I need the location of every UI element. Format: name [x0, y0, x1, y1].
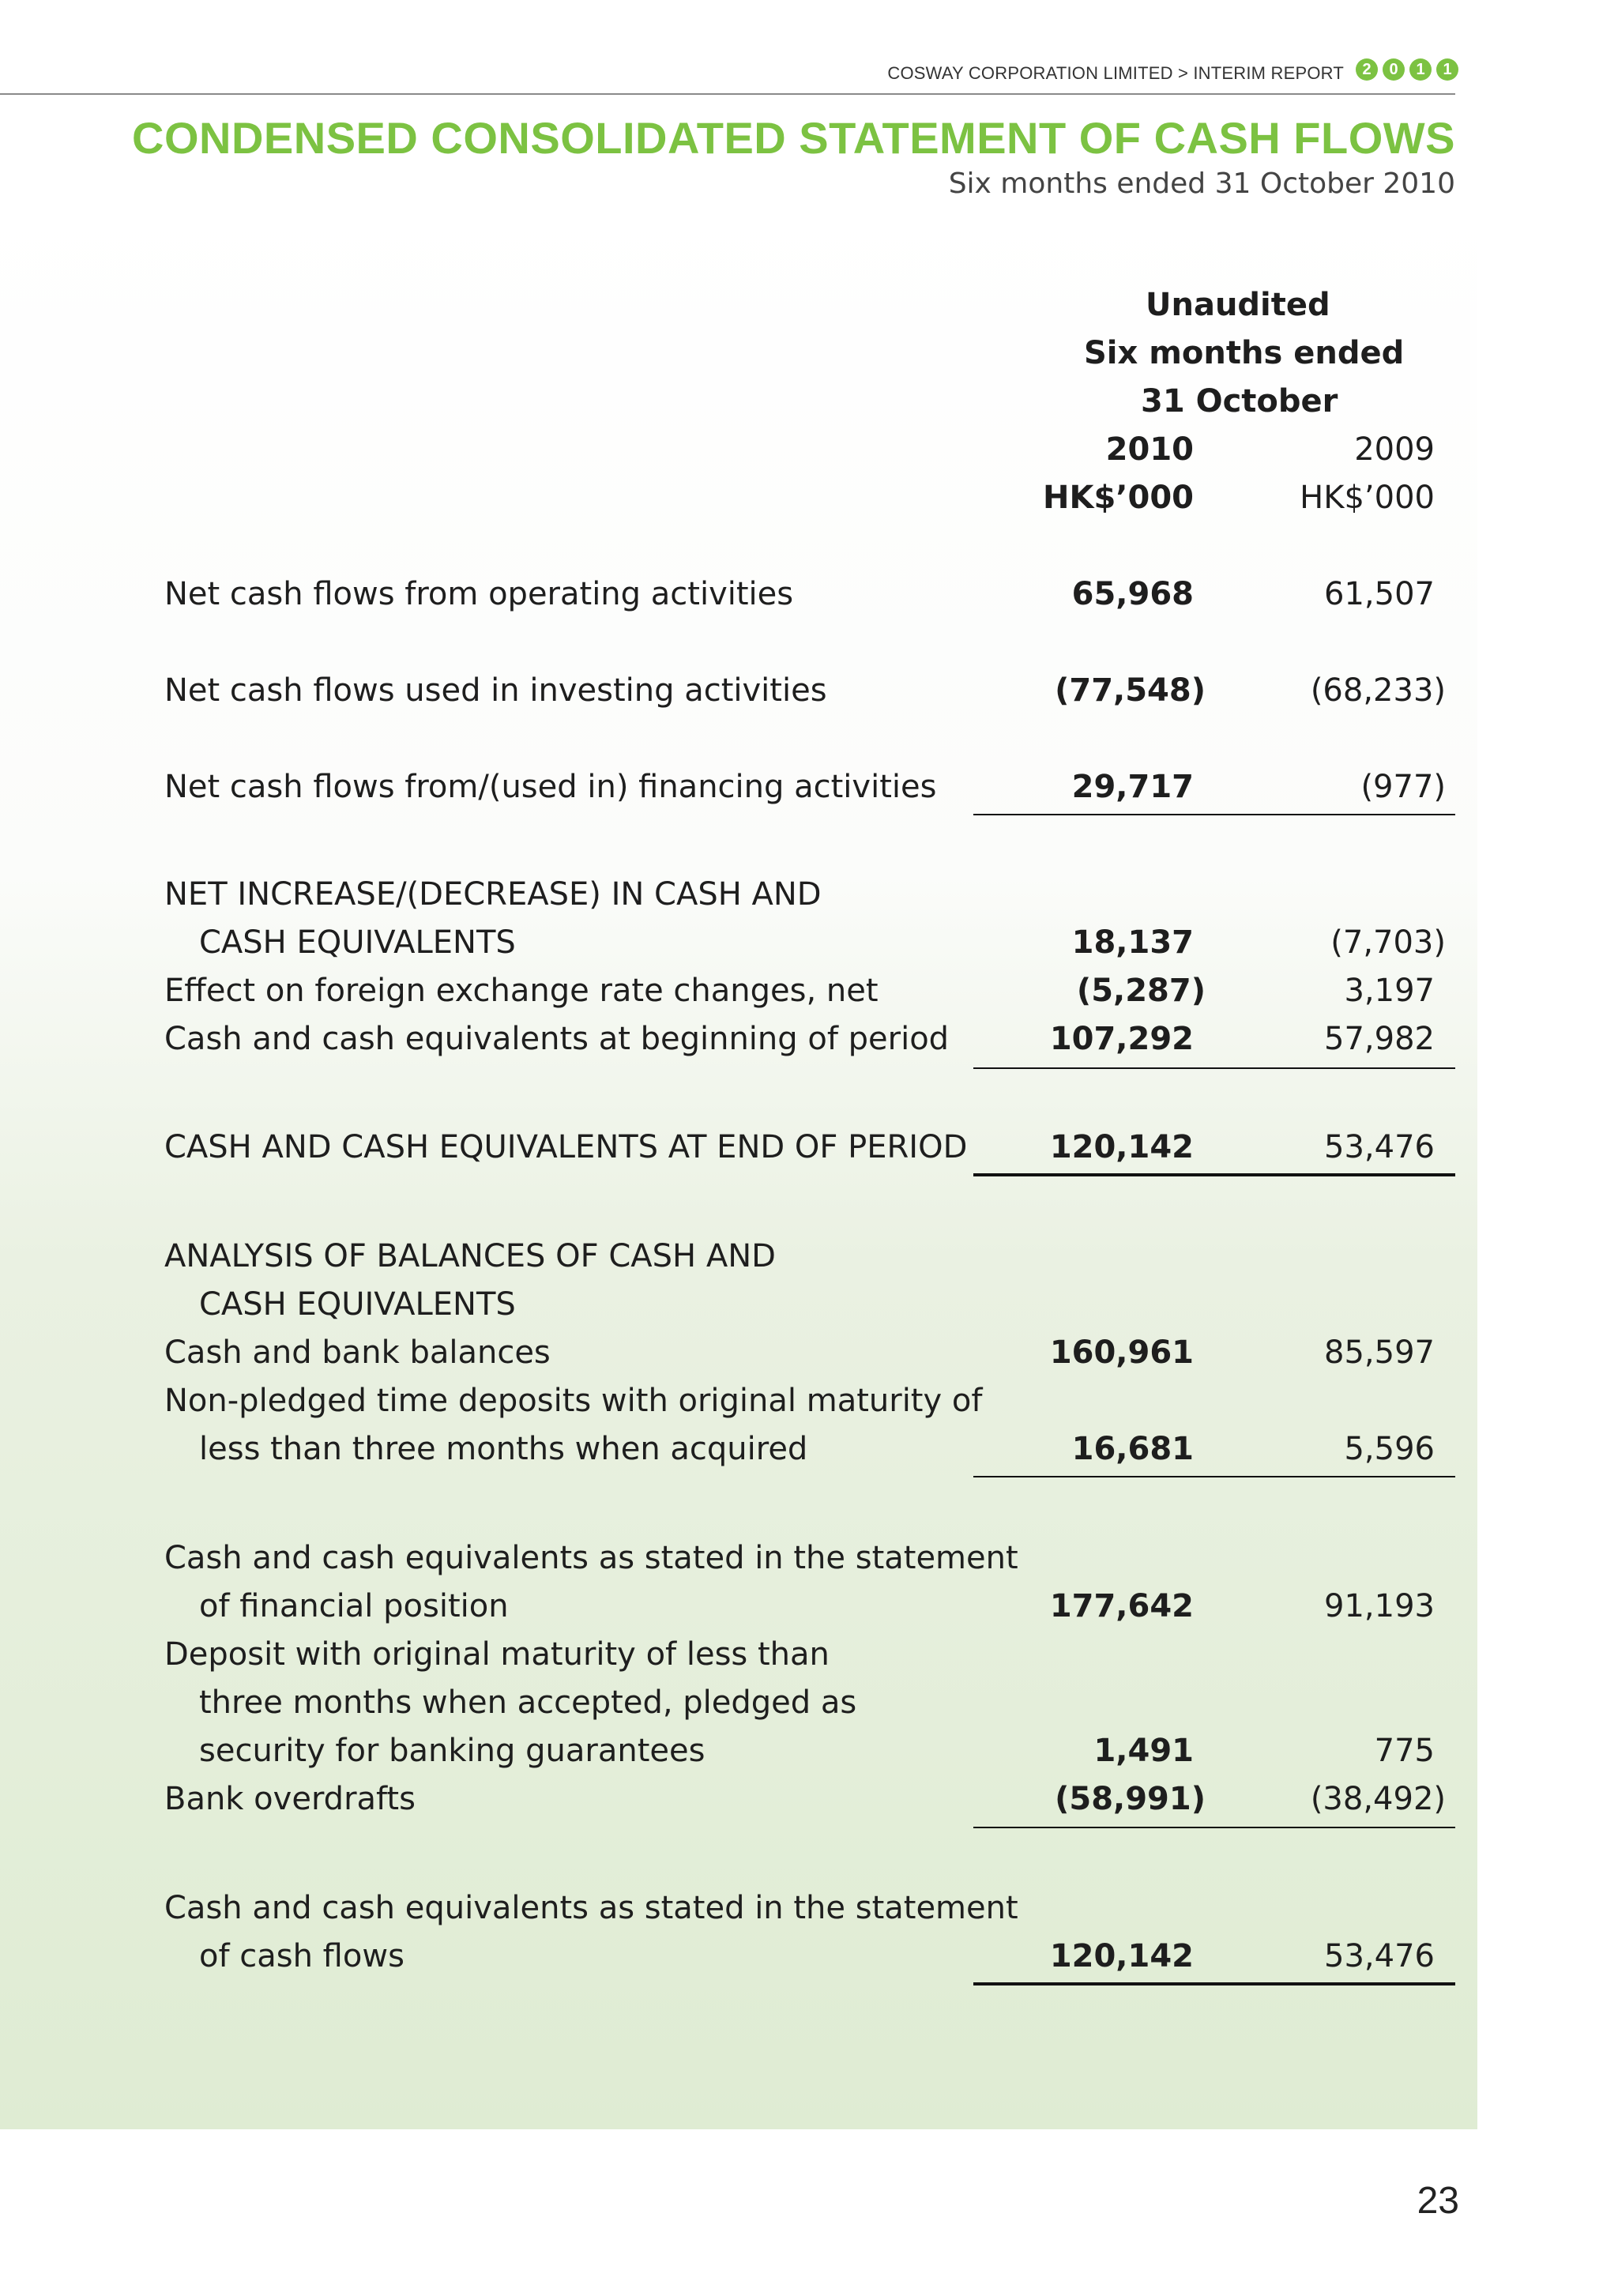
- running-header: COSWAY CORPORATION LIMITED > INTERIM REPORT: [887, 63, 1344, 83]
- row-label: Cash and bank balances: [164, 1334, 551, 1371]
- value-2009: 5,596: [1344, 1431, 1435, 1467]
- row-label: CASH AND CASH EQUIVALENTS AT END OF PERIOD: [164, 1129, 968, 1165]
- row-label: Cash and cash equivalents as stated in the statement: [164, 1890, 1018, 1926]
- column-unit-prior: HK$’000: [1300, 480, 1435, 516]
- value-2010: 120,142: [1049, 1938, 1194, 1974]
- column-unit-current: HK$’000: [1043, 480, 1194, 516]
- column-year-current: 2010: [1105, 431, 1194, 468]
- value-2010: 160,961: [1049, 1334, 1194, 1371]
- value-2010: 65,968: [1071, 576, 1194, 612]
- page-number: 23: [1417, 2180, 1459, 2222]
- value-2009: (7,703): [1330, 924, 1446, 961]
- subtotal-rule: [973, 1067, 1455, 1069]
- row-label-continued: CASH EQUIVALENTS: [199, 924, 516, 961]
- row-label: Cash and cash equivalents as stated in the statement: [164, 1540, 1018, 1576]
- header-divider: [0, 93, 1455, 95]
- value-2009: (38,492): [1310, 1781, 1446, 1817]
- section-heading-continued: CASH EQUIVALENTS: [199, 1286, 516, 1323]
- value-2010: (77,548): [1055, 672, 1206, 709]
- row-label-continued: security for banking guarantees: [199, 1733, 706, 1769]
- value-2009: 91,193: [1324, 1588, 1435, 1624]
- row-label: Bank overdrafts: [164, 1781, 416, 1817]
- value-2009: (68,233): [1310, 672, 1446, 709]
- column-year-prior: 2009: [1354, 431, 1435, 468]
- value-2010: 18,137: [1071, 924, 1194, 961]
- value-2010: 107,292: [1049, 1021, 1194, 1057]
- value-2010: 177,642: [1049, 1588, 1194, 1624]
- value-2009: 61,507: [1324, 576, 1435, 612]
- row-label-continued: three months when accepted, pledged as: [199, 1684, 857, 1721]
- subtotal-rule: [973, 1827, 1455, 1828]
- value-2010: 120,142: [1049, 1129, 1194, 1165]
- value-2009: 3,197: [1344, 973, 1435, 1009]
- subtotal-rule: [973, 1476, 1455, 1477]
- value-2010: 29,717: [1071, 769, 1194, 805]
- section-heading: ANALYSIS OF BALANCES OF CASH AND: [164, 1238, 776, 1274]
- column-group-date: 31 October: [1141, 383, 1338, 420]
- row-label: Cash and cash equivalents at beginning of period: [164, 1021, 950, 1057]
- row-label-continued: of financial position: [199, 1588, 509, 1624]
- page-title: CONDENSED CONSOLIDATED STATEMENT OF CASH FLOWS: [132, 113, 1455, 163]
- value-2009: 57,982: [1324, 1021, 1435, 1057]
- value-2010: (5,287): [1076, 973, 1206, 1009]
- value-2010: 16,681: [1071, 1431, 1194, 1467]
- value-2010: 1,491: [1093, 1733, 1194, 1769]
- total-rule: [973, 1173, 1455, 1176]
- row-label: Non-pledged time deposits with original maturity of: [164, 1383, 983, 1419]
- year-badge: [1356, 58, 1458, 81]
- row-label: Net cash flows from operating activities: [164, 576, 794, 612]
- subtotal-rule: [973, 814, 1455, 815]
- row-label-continued: of cash flows: [199, 1938, 404, 1974]
- total-rule: [973, 1982, 1455, 1985]
- column-group-period: Six months ended: [1084, 335, 1405, 371]
- row-label: Net cash flows used in investing activities: [164, 672, 827, 709]
- value-2009: (977): [1360, 769, 1446, 805]
- year-digit: 2: [1356, 58, 1378, 81]
- year-digit: 1: [1436, 58, 1458, 81]
- page-subtitle: Six months ended 31 October 2010: [948, 167, 1455, 200]
- value-2009: 85,597: [1324, 1334, 1435, 1371]
- value-2009: 53,476: [1324, 1129, 1435, 1165]
- row-label-continued: less than three months when acquired: [199, 1431, 808, 1467]
- year-digit: 1: [1409, 58, 1432, 81]
- value-2010: (58,991): [1055, 1781, 1206, 1817]
- value-2009: 775: [1374, 1733, 1435, 1769]
- column-group-unaudited: Unaudited: [1146, 287, 1330, 323]
- row-label: Effect on foreign exchange rate changes, net: [164, 973, 879, 1009]
- row-label: Net cash flows from/(used in) financing activities: [164, 769, 937, 805]
- row-label: NET INCREASE/(DECREASE) IN CASH AND: [164, 876, 822, 913]
- value-2009: 53,476: [1324, 1938, 1435, 1974]
- year-digit: 0: [1383, 58, 1405, 81]
- row-label: Deposit with original maturity of less than: [164, 1636, 830, 1673]
